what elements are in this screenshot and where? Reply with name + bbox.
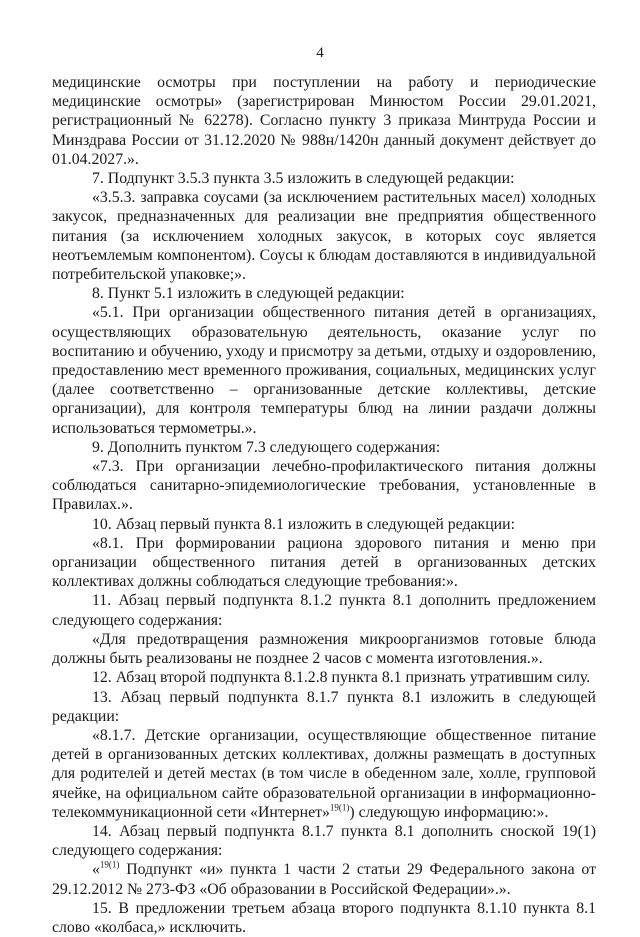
paragraph-item-13: 13. Абзац первый подпункта 8.1.7 пункта 8.1 изложить в следующей редакции:: [52, 688, 596, 725]
paragraph-footnote-19-1: [52, 860, 596, 898]
footnote-text: Подпункт «и» пункта 1 части 2 статьи 29 Федерального закона от 29.12.2012 № 273-ФЗ «Об образовании в Российской Федерации».».: [52, 861, 596, 898]
paragraph-quote-8-1: «8.1. При формировании рациона здорового питания и меню при организации общественного питания детей в организованных детских коллективах должны соблюдаться следующие требования:».: [52, 534, 596, 591]
paragraph-item-7: 7. Подпункт 3.5.3 пункта 3.5 изложить в следующей редакции:: [92, 170, 515, 188]
paragraph-item-15: 15. В предложении третьем абзаца второго подпункта 8.1.10 пункта 8.1 слово «колбаса,» исключить.: [52, 899, 596, 936]
footnote-marker: 19(1): [329, 802, 350, 813]
paragraph-text-after-footnote: ) следующую информацию:».: [349, 803, 549, 821]
paragraph-text-before-footnote: «8.1.7. Детские организации, осуществляющие общественное питание детей в организованных детских коллективах, должны размещать в доступных для родителей и детей местах (в том числе в обеденном зале, холле, групповой ячейке, на официальном сайте образовательной организации в информационно-телекоммуникационной сети «Интернет»: [52, 726, 596, 821]
paragraph-quote-8-1-2: «Для предотвращения размножения микроорганизмов готовые блюда должны быть реализованы не позднее 2 часов с момента изготовления.».: [52, 630, 596, 668]
document-body: [52, 73, 596, 937]
paragraph-item-9: 9. Дополнить пунктом 7.3 следующего содержания:: [92, 438, 441, 456]
paragraph-quote-7-3: «7.3. При организации лечебно-профилактического питания должны соблюдаться санитарно-эпидемиологические требования, установленные в Правилах.».: [52, 458, 596, 514]
page-number: 4: [316, 45, 324, 61]
paragraph-item-12: 12. Абзац второй подпункта 8.1.2.8 пункта 8.1 признать утратившим силу.: [92, 669, 591, 687]
paragraph-item-8: 8. Пункт 5.1 изложить в следующей редакции:: [92, 285, 405, 303]
paragraph-item-14: 14. Абзац первый подпункта 8.1.7 пункта 8.1 дополнить сноской 19(1) следующего содержания:: [52, 822, 596, 860]
paragraph-item-11: 11. Абзац первый подпункта 8.1.2 пункта 8.1 дополнить предложением следующего содержания:: [52, 592, 596, 629]
paragraph-quote-5-1: «5.1. При организации общественного питания детей в организациях, осуществляющих образовательную деятельность, оказание услуг по воспитанию и обучению, уходу и присмотру за детьми, отдыху и оздоровлению, предоставлению мест временного проживания, социальных, медицинских услуг (далее соответственно – организованные детские коллективы, детские организации), для контроля температуры блюд на линии раздачи должны использоваться термометры.».: [52, 304, 596, 437]
paragraph-quote-3-5-3: «3.5.3. заправка соусами (за исключением растительных масел) холодных закусок, предназначенных для реализации вне предприятия общественного питания (за исключением холодных закусок, в которых соус является неотъемлемым компонентом). Соусы к блюдам доставляются в индивидуальной потребительской упаковке;».: [52, 189, 596, 284]
paragraph-item-10: 10. Абзац первый пункта 8.1 изложить в следующей редакции:: [92, 515, 515, 533]
footnote-marker: 19(1): [99, 860, 120, 871]
paragraph-continuation: медицинские осмотры при поступлении на работу и периодические медицинские осмотры» (зарегистрирован Минюстом России 29.01.2021, регистрационный № 62278). Согласно пункту 3 приказа Минтруда России и Минздрава России от 31.12.2020 № 988н/1420н данный документ действует до 01.04.2027.».: [52, 74, 596, 168]
paragraph-quote-8-1-7: [52, 726, 596, 822]
footnote-open-quote: «: [92, 861, 100, 879]
